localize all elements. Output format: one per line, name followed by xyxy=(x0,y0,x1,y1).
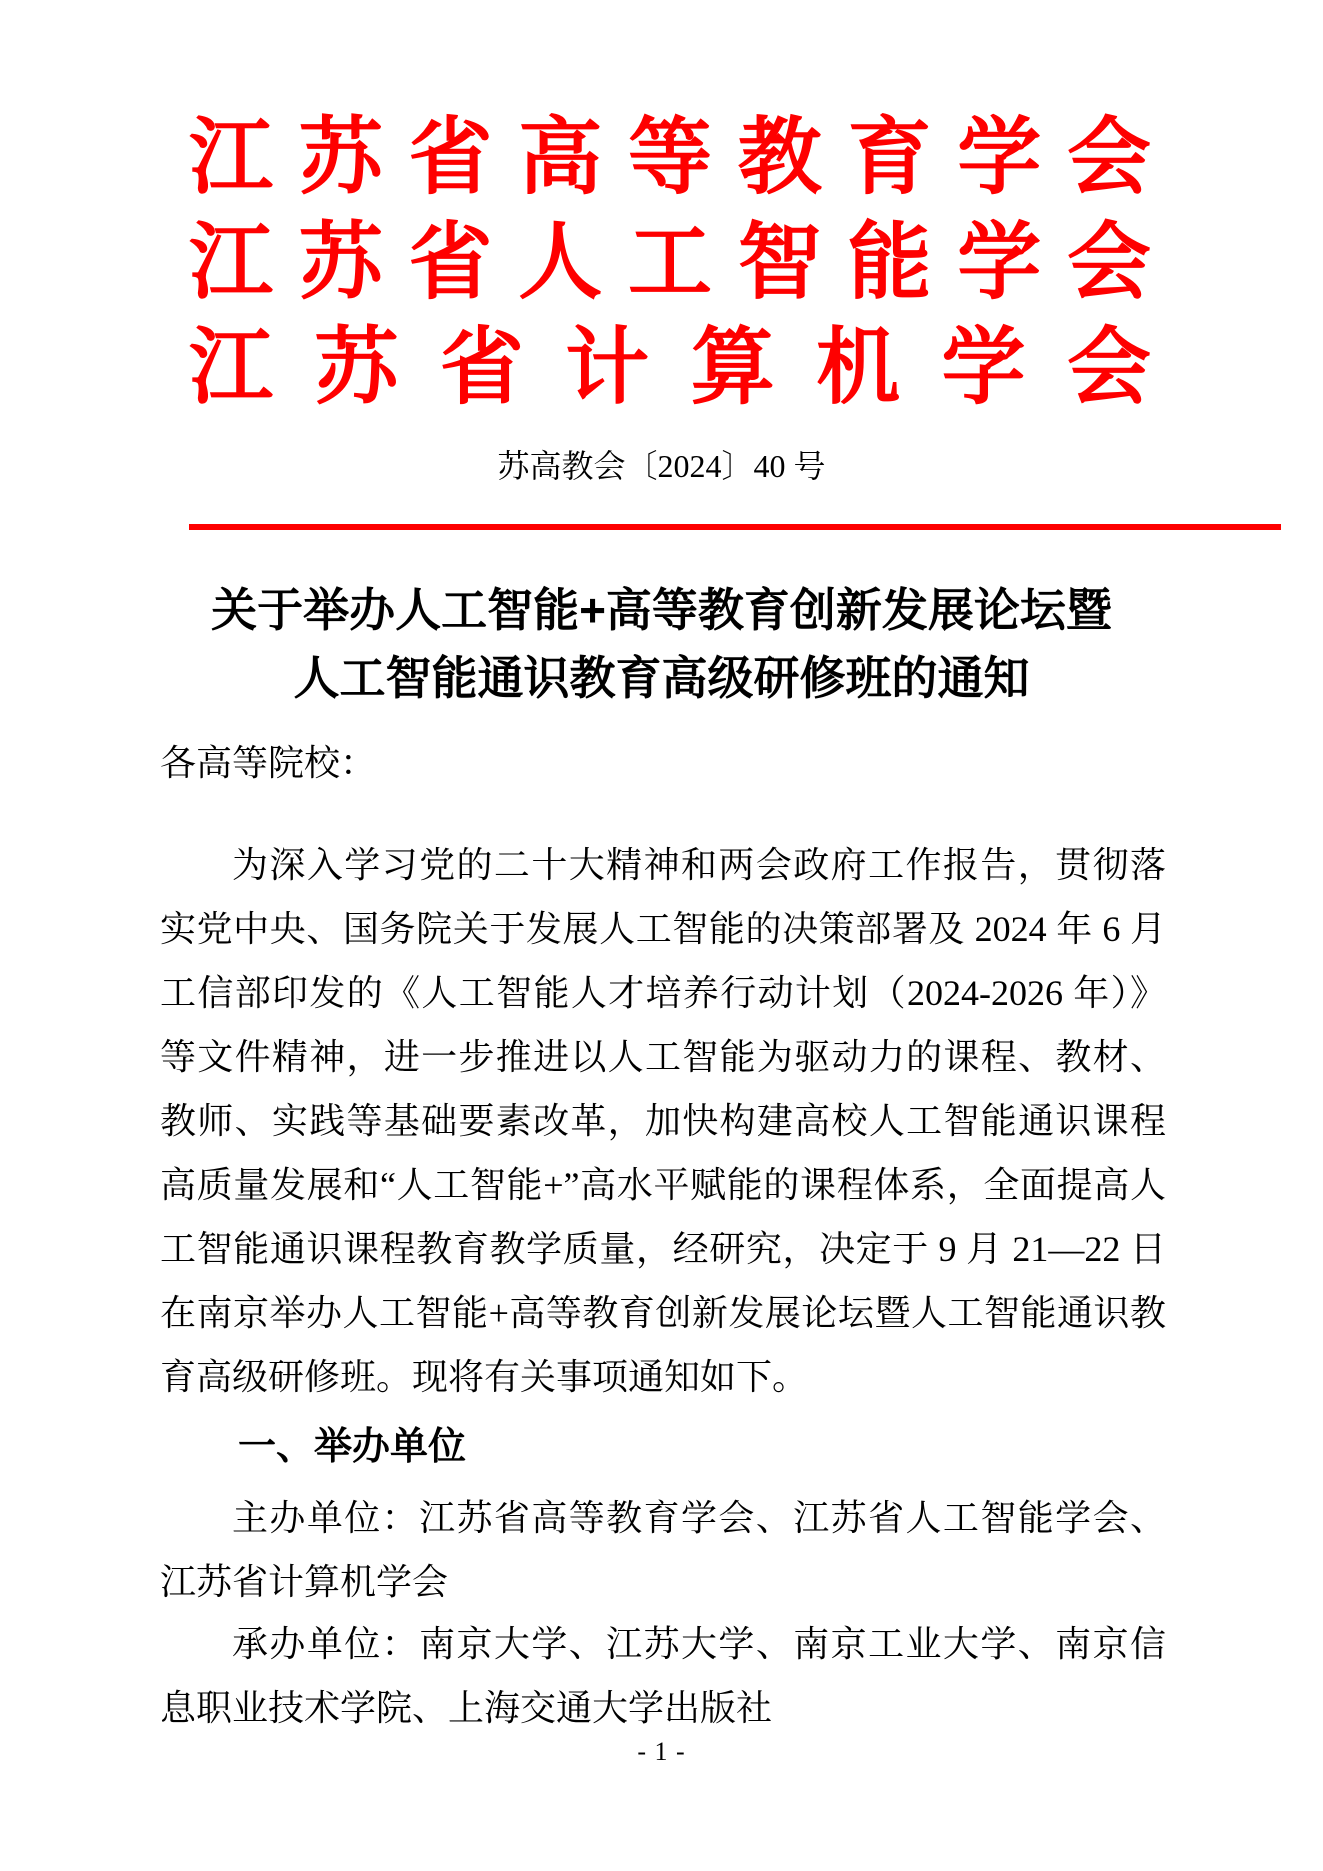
document-title xyxy=(80,576,1243,712)
issuer-line-3: 江苏省计算机学会 xyxy=(189,322,1151,415)
red-header-issuers xyxy=(189,106,1151,421)
red-divider-rule xyxy=(189,524,1281,530)
issuer-line-1: 江苏省高等教育学会 xyxy=(189,112,1151,205)
section-heading-organizing-units: 一、举办单位 xyxy=(238,1426,467,1468)
page-number: - 1 - xyxy=(637,1737,686,1766)
document-title-line-2: 人工智能通识教育高级研修班的通知 xyxy=(293,652,1030,704)
salutation: 各高等院校： xyxy=(160,743,377,783)
organizer-units-line: 承办单位：南京大学、江苏大学、南京工业大学、南京信息职业技术学院、上海交通大学出版社 xyxy=(160,1624,1166,1728)
intro-paragraph: 为深入学习党的二十大精神和两会政府工作报告，贯彻落实党中央、国务院关于发展人工智能的决策部署及 2024 年 6 月工信部印发的《人工智能人才培养行动计划（2024-2026 年）》等文件精神，进一步推进以人工智能为驱动力的课程、教材、教师、实践等基础要素改革，加快构建高校人工智能通识课程高质量发展和“人工智能+”高水平赋能的课程体系，全面提高人工智能通识课程教育教学质量，经研究，决定于 9 月 21—22 日在南京举办人工智能+高等教育创新发展论坛暨人工智能通识教育高级研修班。现将有关事项通知如下。 xyxy=(160,845,1166,1397)
issuer-line-2: 江苏省人工智能学会 xyxy=(189,217,1151,310)
host-units-line: 主办单位：江苏省高等教育学会、江苏省人工智能学会、江苏省计算机学会 xyxy=(160,1498,1166,1602)
document-number: 苏高教会〔2024〕40 号 xyxy=(497,448,826,484)
document-title-line-1: 关于举办人工智能+高等教育创新发展论坛暨 xyxy=(211,584,1112,636)
